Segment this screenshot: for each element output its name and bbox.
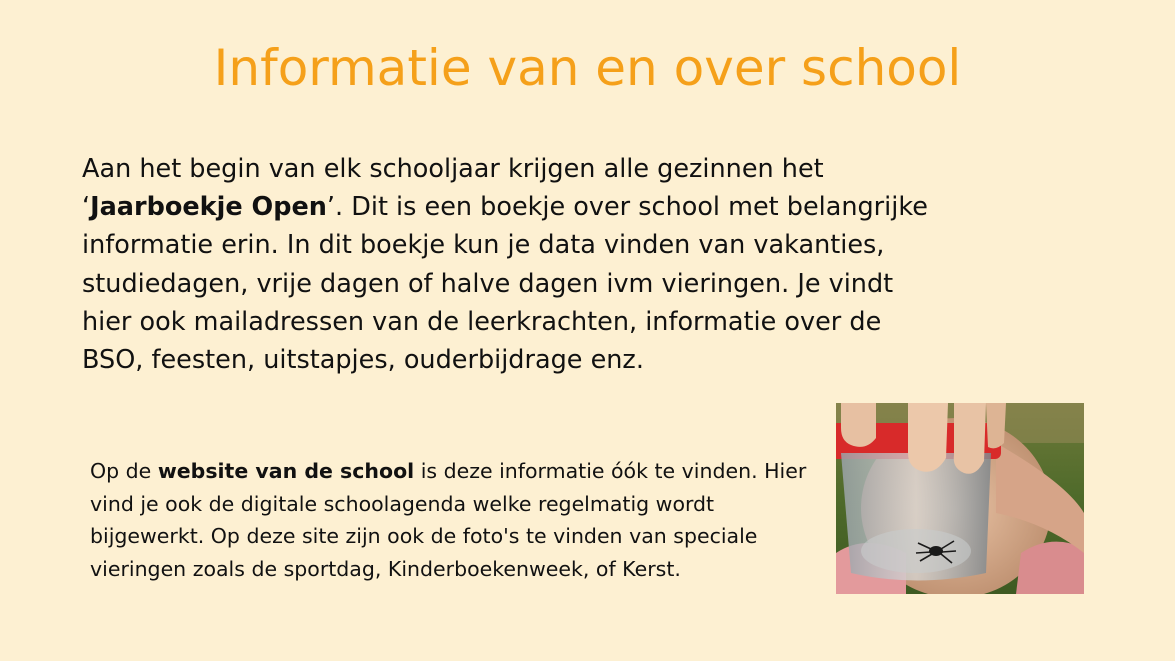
child-with-bug-jar-photo — [836, 403, 1084, 594]
website-paragraph — [90, 455, 830, 585]
website-text-before: Op de — [90, 459, 158, 483]
jaarboekje-paragraph — [82, 150, 942, 379]
page-title: Informatie van en over school — [213, 39, 962, 97]
jaarboekje-bold: Jaarboekje Open — [90, 192, 327, 223]
jaarboekje-text-before: Aan het begin van elk schooljaar krijgen alle gezinnen het ‘ — [82, 154, 824, 223]
jaarboekje-text-after: ’. Dit is een boekje over school met belangrijke informatie erin. In dit boekje kun je data vinden van vakanties, studiedagen, vrije dagen of halve dagen ivm vieringen. Je vindt hier ook mailadressen van de leerkrachten, informatie over de BSO, feesten, uitstapjes, ouderbijdrage enz. — [82, 192, 928, 376]
website-bold: website van de school — [157, 459, 415, 483]
website-text-after: is deze informatie óók te vinden. Hier vind je ook de digitale schoolagenda welke regelmatig wordt bijgewerkt. Op deze site zijn ook de foto's te vinden van speciale vieringen zoals de sportdag, Kinderboekenweek, of Kerst. — [90, 459, 807, 581]
